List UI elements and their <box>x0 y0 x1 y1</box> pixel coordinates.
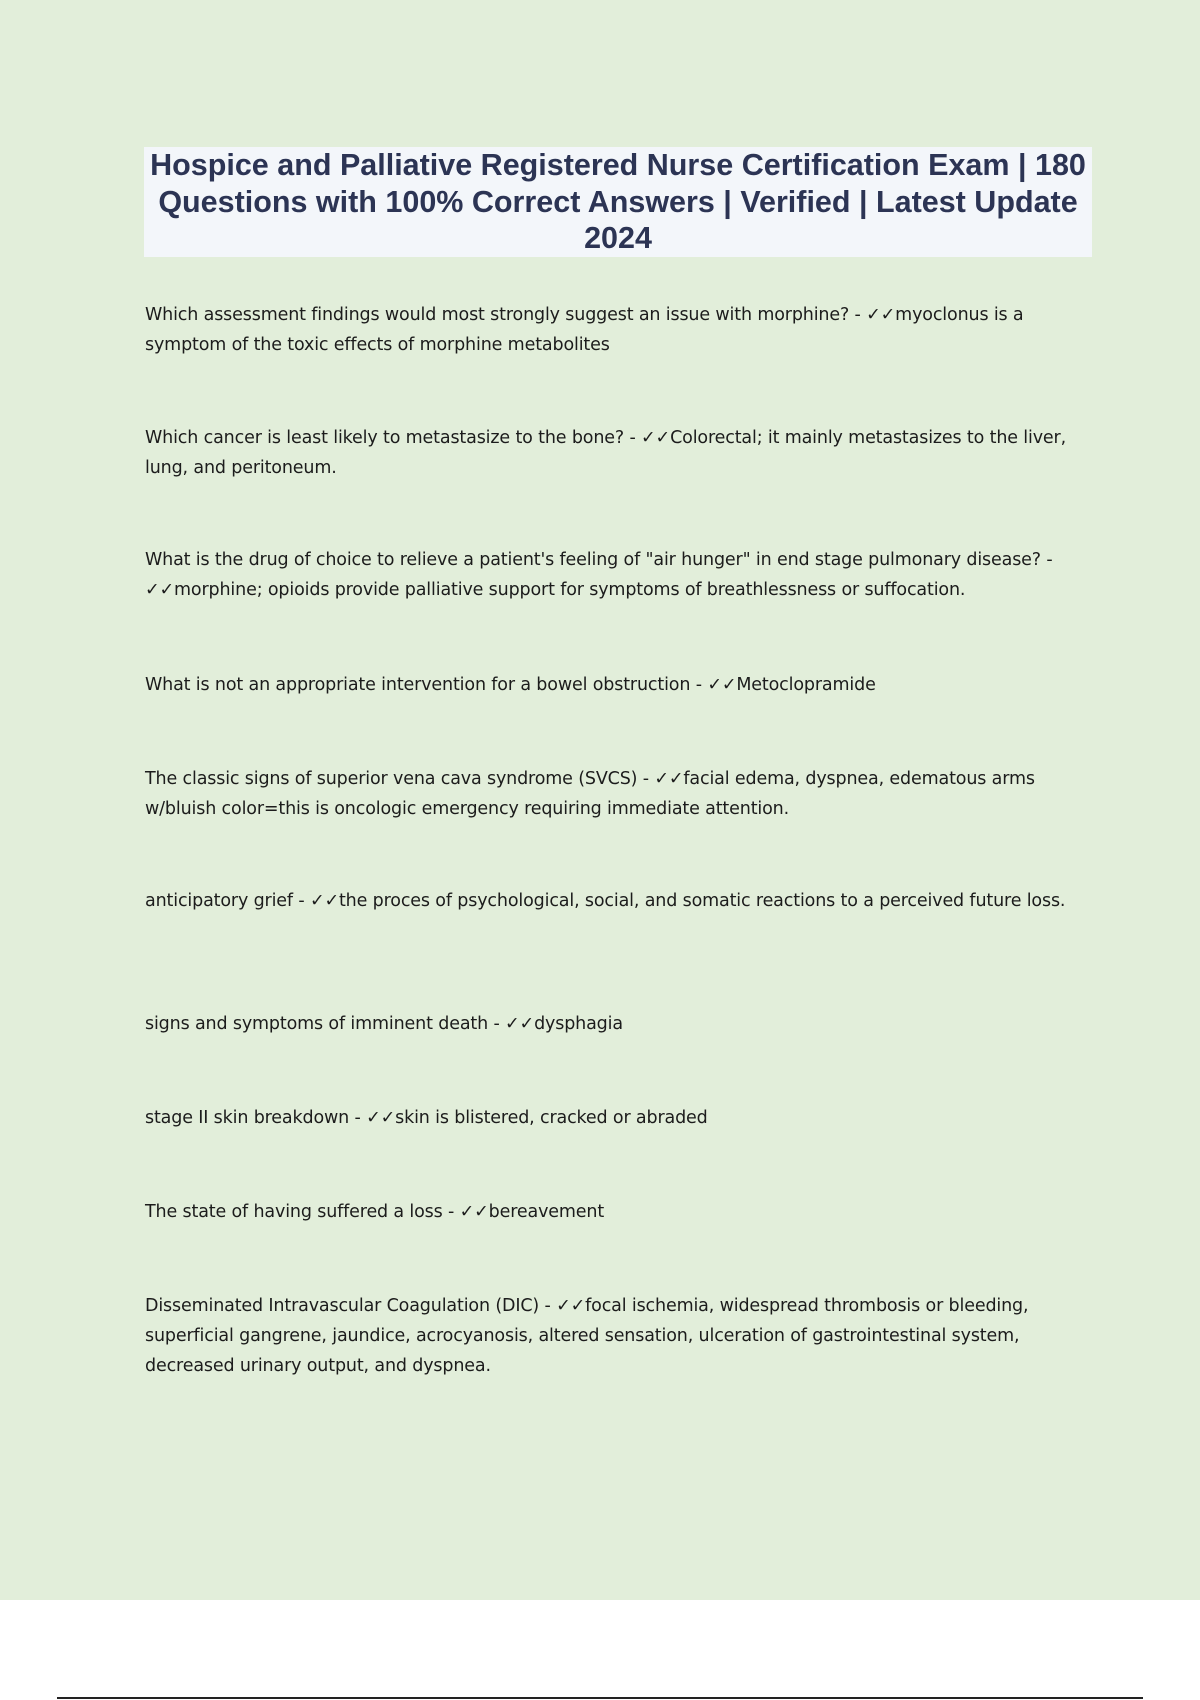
page-divider <box>57 1697 1143 1699</box>
double-check-icon: ✓✓ <box>556 1296 586 1316</box>
answer-text: morphine; opioids provide palliative support for symptoms of breathlessness or suffocation. <box>174 580 966 600</box>
answer-text: skin is blistered, cracked or abraded <box>395 1108 708 1128</box>
document-title: Hospice and Palliative Registered Nurse Certification Exam | 180 Questions with 100% Correct Answers | Verified | Latest Update 2024 <box>150 148 1086 256</box>
separator: - <box>349 1108 367 1128</box>
separator: - <box>637 769 655 789</box>
double-check-icon: ✓✓ <box>641 428 671 448</box>
qa-item <box>145 545 1085 605</box>
qa-item <box>145 670 1085 700</box>
separator: - <box>690 675 708 695</box>
separator: - <box>1040 550 1053 570</box>
separator: - <box>849 305 867 325</box>
qa-item <box>145 1103 1085 1133</box>
double-check-icon: ✓✓ <box>309 891 339 911</box>
question-text: Disseminated Intravascular Coagulation (DIC) <box>145 1296 540 1316</box>
qa-item <box>145 1291 1085 1381</box>
answer-text: bereavement <box>488 1202 605 1222</box>
qa-item <box>145 886 1085 916</box>
qa-item <box>145 300 1085 360</box>
answer-text: dysphagia <box>534 1014 623 1034</box>
answer-text: Metoclopramide <box>736 675 876 695</box>
double-check-icon: ✓✓ <box>459 1202 489 1222</box>
question-text: What is the drug of choice to relieve a patient's feeling of "air hunger" in end stage pulmonary disease? <box>145 550 1041 570</box>
question-text: signs and symptoms of imminent death <box>145 1014 489 1034</box>
answer-text: Colorectal; it mainly metastasizes to the liver, lung, and peritoneum. <box>145 428 1067 478</box>
double-check-icon: ✓✓ <box>505 1014 535 1034</box>
question-text: The classic signs of superior vena cava syndrome (SVCS) <box>145 769 638 789</box>
double-check-icon: ✓✓ <box>145 580 175 600</box>
double-check-icon: ✓✓ <box>866 305 896 325</box>
double-check-icon: ✓✓ <box>654 769 684 789</box>
double-check-icon: ✓✓ <box>707 675 737 695</box>
separator: - <box>624 428 642 448</box>
qa-item <box>145 423 1085 483</box>
separator: - <box>539 1296 557 1316</box>
qa-item <box>145 1197 1085 1227</box>
question-text: The state of having suffered a loss <box>145 1202 443 1222</box>
question-text: anticipatory grief <box>145 891 293 911</box>
separator: - <box>292 891 310 911</box>
qa-item <box>145 764 1085 824</box>
answer-text: myoclonus is a symptom of the toxic effects of morphine metabolites <box>145 305 1024 355</box>
question-text: Which cancer is least likely to metastasize to the bone? <box>145 428 625 448</box>
answer-text: the proces of psychological, social, and somatic reactions to a perceived future loss. <box>338 891 1066 911</box>
question-text: stage II skin breakdown <box>145 1108 350 1128</box>
double-check-icon: ✓✓ <box>366 1108 396 1128</box>
answer-text: focal ischemia, widespread thrombosis or bleeding, superficial gangrene, jaundice, acrocyanosis, altered sensation, ulceration of gastrointestinal system, decreased urinary output, and dyspnea. <box>145 1296 1029 1376</box>
answer-text: facial edema, dyspnea, edematous arms w/bluish color=this is oncologic emergency requiring immediate attention. <box>145 769 1035 819</box>
separator: - <box>488 1014 506 1034</box>
question-text: Which assessment findings would most strongly suggest an issue with morphine? <box>145 305 850 325</box>
qa-item <box>145 1009 1085 1039</box>
separator: - <box>442 1202 460 1222</box>
question-text: What is not an appropriate intervention for a bowel obstruction <box>145 675 691 695</box>
title-banner <box>144 147 1092 257</box>
